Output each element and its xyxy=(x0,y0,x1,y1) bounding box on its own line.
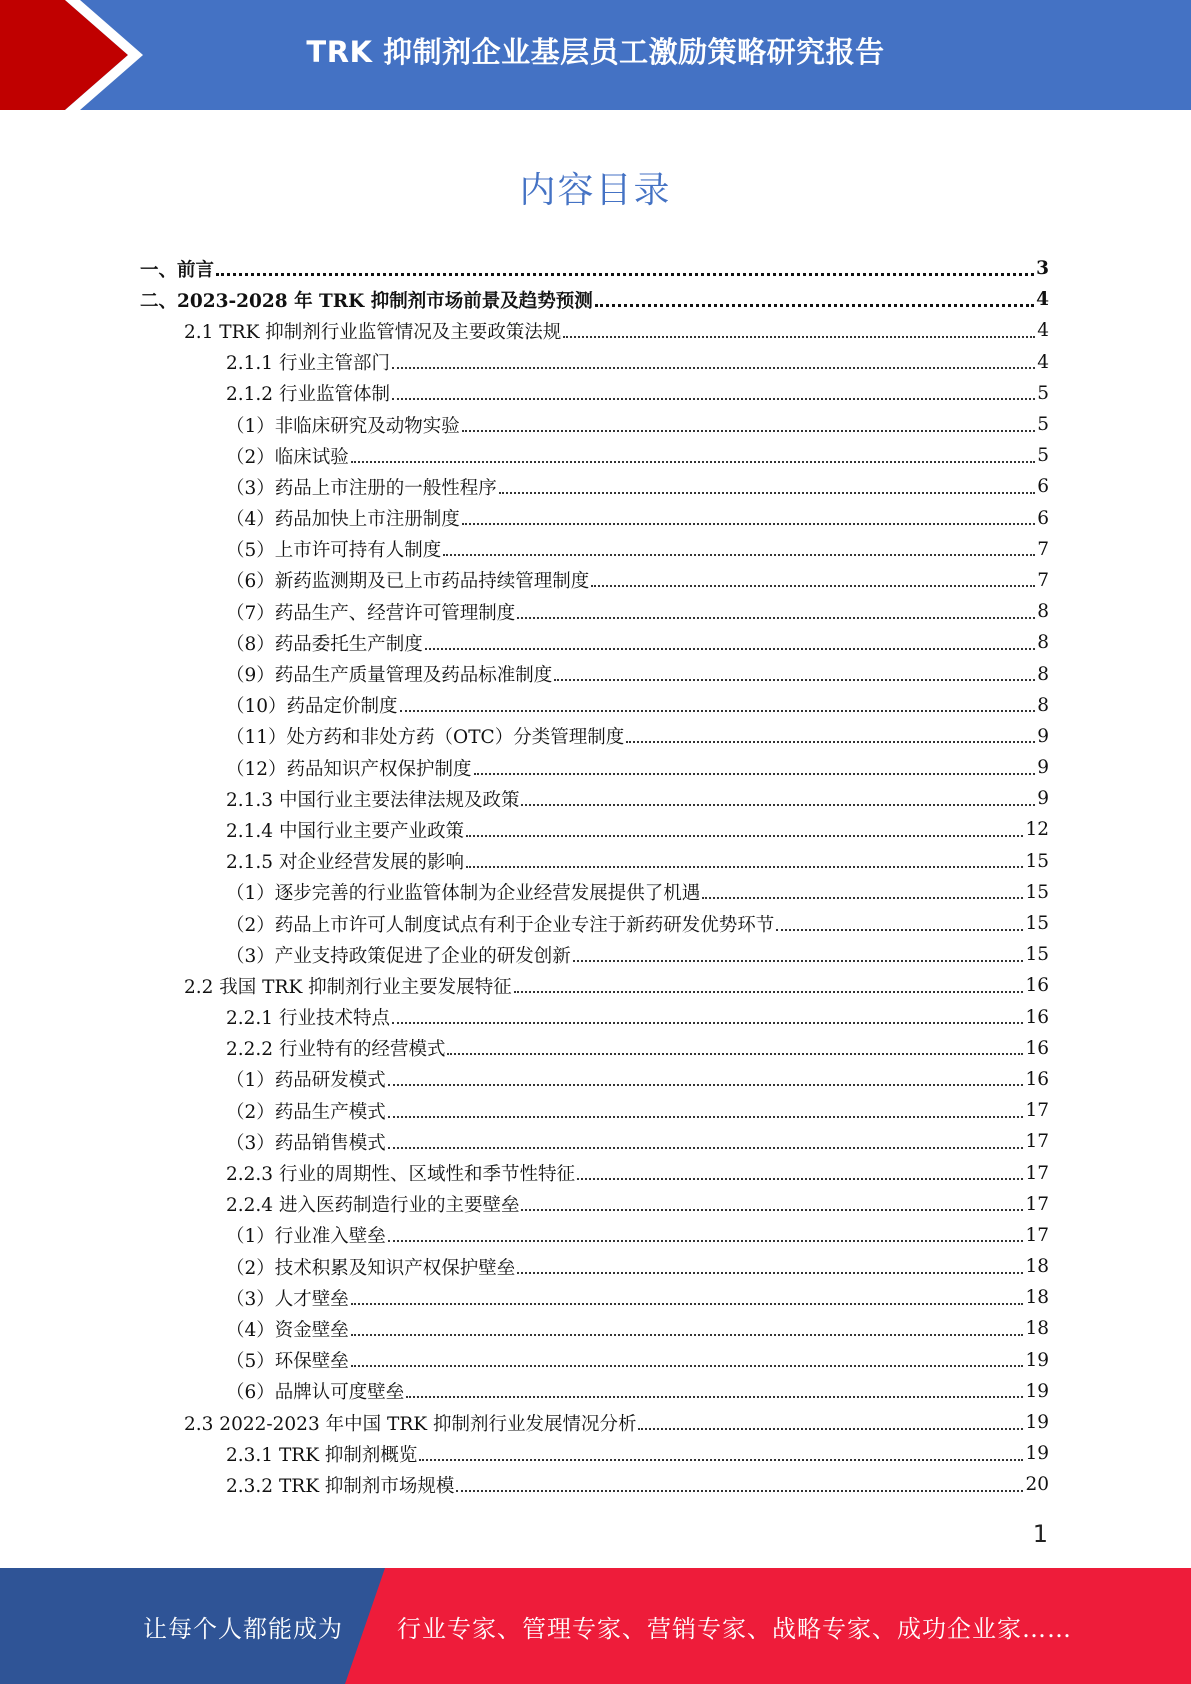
toc-entry-label: 2.2.4 进入医药制造行业的主要壁垒 xyxy=(226,1195,520,1217)
toc-entry[interactable] xyxy=(140,596,1049,627)
toc-entry-label: 2.2 我国 TRK 抑制剂行业主要发展特征 xyxy=(184,976,512,998)
toc-entry[interactable] xyxy=(140,503,1049,534)
toc-entry[interactable] xyxy=(140,846,1049,877)
toc-entry[interactable] xyxy=(140,970,1049,1001)
toc-entry-label: （11）处方药和非处方药（OTC）分类管理制度 xyxy=(226,727,625,749)
toc-entry-label: 2.1.4 中国行业主要产业政策 xyxy=(226,820,464,842)
toc-entry-page: 8 xyxy=(1037,694,1049,716)
toc-entry[interactable] xyxy=(140,1002,1049,1033)
toc-entry[interactable] xyxy=(140,1313,1049,1344)
toc-entry-page: 18 xyxy=(1025,1318,1049,1340)
toc-entry-page: 7 xyxy=(1037,569,1049,591)
toc-dot-leader xyxy=(462,412,1035,432)
toc-entry[interactable] xyxy=(140,1064,1049,1095)
toc-entry[interactable] xyxy=(140,814,1049,845)
toc-entry-page: 15 xyxy=(1025,913,1049,935)
toc-dot-leader xyxy=(216,255,1034,276)
toc-entry-page: 15 xyxy=(1025,850,1049,872)
toc-entry[interactable] xyxy=(140,627,1049,658)
toc-entry-page: 5 xyxy=(1037,382,1049,404)
toc-entry[interactable] xyxy=(140,1345,1049,1376)
toc-entry-page: 8 xyxy=(1037,632,1049,654)
toc-entry-page: 6 xyxy=(1037,476,1049,498)
toc-dot-leader xyxy=(351,1347,1024,1367)
toc-entry-label: （3）人才壁垒 xyxy=(226,1288,349,1310)
toc-entry[interactable] xyxy=(140,378,1049,409)
toc-entry-label: （5）上市许可持有人制度 xyxy=(226,540,442,562)
toc-dot-leader xyxy=(462,505,1035,525)
toc-dot-leader xyxy=(466,817,1023,837)
toc-entry-page: 8 xyxy=(1037,601,1049,623)
toc-entry-label: 2.1.2 行业监管体制 xyxy=(226,384,390,406)
toc-dot-leader xyxy=(626,723,1035,743)
footer-slogan-right: 行业专家、管理专家、营销专家、战略专家、成功企业家…… xyxy=(397,1614,1072,1643)
toc-dot-leader xyxy=(400,692,1036,712)
toc-entry-page: 9 xyxy=(1037,725,1049,747)
toc-entry-label: 2.2.3 行业的周期性、区域性和季节性特征 xyxy=(226,1164,575,1186)
header-banner xyxy=(0,0,1191,110)
toc-entry-label: （3）药品上市注册的一般性程序 xyxy=(226,477,497,499)
toc-entry-label: 2.2.2 行业特有的经营模式 xyxy=(226,1039,446,1061)
toc-entry[interactable] xyxy=(140,1126,1049,1157)
toc-dot-leader xyxy=(702,879,1023,899)
toc-entry-page: 5 xyxy=(1037,445,1049,467)
toc-entry-page: 12 xyxy=(1025,819,1049,841)
toc-entry-page: 6 xyxy=(1037,507,1049,529)
toc-dot-leader xyxy=(351,1316,1024,1336)
toc-entry-page: 17 xyxy=(1025,1193,1049,1215)
toc-dot-leader xyxy=(406,1378,1023,1398)
footer-banner xyxy=(0,1568,1191,1684)
toc-dot-leader xyxy=(554,661,1035,681)
toc-entry-page: 19 xyxy=(1025,1349,1049,1371)
toc-dot-leader xyxy=(443,536,1035,556)
toc-entry-label: 2.1.5 对企业经营发展的影响 xyxy=(226,852,464,874)
toc-entry[interactable] xyxy=(140,1469,1049,1500)
toc-entry-page: 19 xyxy=(1025,1380,1049,1402)
toc-entry-label: （2）技术积累及知识产权保护壁垒 xyxy=(226,1257,516,1279)
toc-entry-label: （7）药品生产、经营许可管理制度 xyxy=(226,602,516,624)
toc-entry-page: 16 xyxy=(1025,1037,1049,1059)
toc-dot-leader xyxy=(521,786,1035,806)
toc-dot-leader xyxy=(388,1222,1024,1242)
toc-entry-page: 17 xyxy=(1025,1131,1049,1153)
toc-entry-label: 二、2023-2028 年 TRK 抑制剂市场前景及趋势预测 xyxy=(140,290,593,312)
toc-entry[interactable] xyxy=(140,440,1049,471)
toc-entry-page: 7 xyxy=(1037,538,1049,560)
toc-dot-leader xyxy=(517,599,1035,619)
toc-entry[interactable] xyxy=(140,939,1049,970)
toc-dot-leader xyxy=(419,1441,1023,1461)
toc-entry-label: （1）逐步完善的行业监管体制为企业经营发展提供了机遇 xyxy=(226,883,701,905)
toc-dot-leader xyxy=(591,567,1035,587)
toc-entry-label: （4）药品加快上市注册制度 xyxy=(226,509,460,531)
toc-entry[interactable] xyxy=(140,690,1049,721)
toc-entry[interactable] xyxy=(140,534,1049,565)
toc-entry-label: （6）品牌认可度壁垒 xyxy=(226,1382,405,1404)
toc-entry-page: 16 xyxy=(1025,1068,1049,1090)
toc-entry-page: 15 xyxy=(1025,944,1049,966)
toc-entry-label: （8）药品委托生产制度 xyxy=(226,633,423,655)
toc-entry-page: 17 xyxy=(1025,1162,1049,1184)
toc-entry-page: 4 xyxy=(1037,351,1049,373)
toc-dot-leader xyxy=(521,1191,1023,1211)
toc-entry[interactable] xyxy=(140,1033,1049,1064)
toc-dot-leader xyxy=(447,1035,1023,1055)
toc-entry-label: （3）产业支持政策促进了企业的研发创新 xyxy=(226,945,571,967)
toc-dot-leader xyxy=(392,1004,1023,1024)
toc-entry-label: 2.3 2022-2023 年中国 TRK 抑制剂行业发展情况分析 xyxy=(184,1413,637,1435)
toc-dot-leader xyxy=(573,942,1024,962)
toc-dot-leader xyxy=(425,630,1035,650)
toc-entry-page: 9 xyxy=(1037,757,1049,779)
toc-entry-page: 4 xyxy=(1036,289,1049,311)
toc-entry-label: （2）药品上市许可人制度试点有利于企业专注于新药研发优势环节 xyxy=(226,914,775,936)
toc-entry-page: 3 xyxy=(1036,258,1049,280)
toc-dot-leader xyxy=(351,443,1035,463)
toc-heading: 内容目录 xyxy=(519,170,672,211)
toc-entry-page: 5 xyxy=(1037,414,1049,436)
toc-entry-page: 17 xyxy=(1025,1224,1049,1246)
toc-entry-label: （4）资金壁垒 xyxy=(226,1319,349,1341)
toc-entry[interactable] xyxy=(140,877,1049,908)
toc-entry[interactable] xyxy=(140,1251,1049,1282)
toc-entry-page: 17 xyxy=(1025,1100,1049,1122)
toc-entry-label: 一、前言 xyxy=(140,259,215,281)
toc-entry[interactable] xyxy=(140,1407,1049,1438)
page-number: 1 xyxy=(1032,1520,1048,1548)
toc-dot-leader xyxy=(466,848,1023,868)
toc-dot-leader xyxy=(595,286,1034,307)
toc-dot-leader xyxy=(388,1098,1024,1118)
toc-entry[interactable] xyxy=(140,908,1049,939)
toc-dot-leader xyxy=(577,1160,1023,1180)
toc-entry-label: （1）药品研发模式 xyxy=(226,1070,386,1092)
toc-entry-label: 2.1.3 中国行业主要法律法规及政策 xyxy=(226,789,520,811)
toc-entry[interactable] xyxy=(140,1157,1049,1188)
toc-entry-page: 8 xyxy=(1037,663,1049,685)
toc-entry[interactable] xyxy=(140,721,1049,752)
toc-entry[interactable] xyxy=(140,1095,1049,1126)
toc-entry-page: 4 xyxy=(1037,320,1049,342)
toc-dot-leader xyxy=(388,1129,1024,1149)
toc-entry-label: （1）非临床研究及动物实验 xyxy=(226,415,460,437)
toc-entry-label: （2）药品生产模式 xyxy=(226,1101,386,1123)
toc-entry-label: （9）药品生产质量管理及药品标准制度 xyxy=(226,665,553,687)
toc-entry-label: （2）临床试验 xyxy=(226,446,349,468)
toc-entry-label: 2.1.1 行业主管部门 xyxy=(226,353,390,375)
toc-entry-label: 2.1 TRK 抑制剂行业监管情况及主要政策法规 xyxy=(184,321,562,343)
toc-entry-label: 2.3.2 TRK 抑制剂市场规模 xyxy=(226,1475,455,1497)
toc-entry-page: 16 xyxy=(1025,975,1049,997)
toc-entry-page: 19 xyxy=(1025,1412,1049,1434)
toc-entry-label: 2.3.1 TRK 抑制剂概览 xyxy=(226,1444,418,1466)
toc-dot-leader xyxy=(638,1410,1023,1430)
header-arrow-decoration xyxy=(0,0,160,110)
toc-entry[interactable] xyxy=(140,565,1049,596)
toc-entry-label: （5）环保壁垒 xyxy=(226,1351,349,1373)
toc-entry[interactable] xyxy=(140,1376,1049,1407)
toc-entry-label: （6）新药监测期及已上市药品持续管理制度 xyxy=(226,571,590,593)
toc-entry-label: 2.2.1 行业技术特点 xyxy=(226,1008,390,1030)
toc-entry[interactable] xyxy=(140,315,1049,346)
toc-dot-leader xyxy=(388,1066,1024,1086)
toc-dot-leader xyxy=(351,1285,1024,1305)
toc-dot-leader xyxy=(776,911,1023,931)
toc-entry-page: 9 xyxy=(1037,788,1049,810)
toc-entry[interactable] xyxy=(140,471,1049,502)
toc-entry-label: （10）药品定价制度 xyxy=(226,696,398,718)
toc-entry-page: 15 xyxy=(1025,881,1049,903)
toc-entry[interactable] xyxy=(140,1282,1049,1313)
toc-dot-leader xyxy=(563,318,1035,338)
toc-entry-label: （1）行业准入壁垒 xyxy=(226,1226,386,1248)
toc-entry[interactable] xyxy=(140,284,1049,315)
toc-entry-page: 18 xyxy=(1025,1256,1049,1278)
toc-entry-page: 20 xyxy=(1025,1474,1049,1496)
toc-dot-leader xyxy=(517,1254,1023,1274)
toc-entry[interactable] xyxy=(140,347,1049,378)
toc-dot-leader xyxy=(514,973,1024,993)
toc-entry-label: （3）药品销售模式 xyxy=(226,1132,386,1154)
toc-entry[interactable] xyxy=(140,1189,1049,1220)
toc-entry[interactable] xyxy=(140,409,1049,440)
toc-dot-leader xyxy=(474,755,1036,775)
toc-entry-label: （12）药品知识产权保护制度 xyxy=(226,758,472,780)
toc-entry-page: 19 xyxy=(1025,1443,1049,1465)
report-title: TRK 抑制剂企业基层员工激励策略研究报告 xyxy=(306,34,885,69)
toc-entry[interactable] xyxy=(140,1220,1049,1251)
toc-entry[interactable] xyxy=(140,752,1049,783)
table-of-contents xyxy=(140,253,1049,1501)
toc-entry-page: 16 xyxy=(1025,1006,1049,1028)
footer-slogan-left: 让每个人都能成为 xyxy=(143,1614,343,1643)
toc-dot-leader xyxy=(392,380,1035,400)
toc-entry[interactable] xyxy=(140,658,1049,689)
toc-entry-page: 18 xyxy=(1025,1287,1049,1309)
toc-dot-leader xyxy=(499,474,1035,494)
toc-entry[interactable] xyxy=(140,253,1049,284)
toc-dot-leader xyxy=(456,1472,1023,1492)
toc-entry[interactable] xyxy=(140,783,1049,814)
toc-entry[interactable] xyxy=(140,1438,1049,1469)
toc-dot-leader xyxy=(392,349,1035,369)
